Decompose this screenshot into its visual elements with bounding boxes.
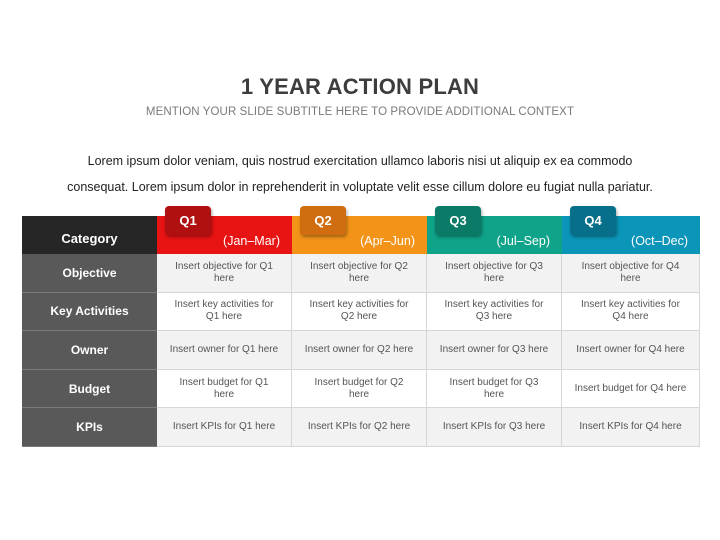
quarter-tab-q3: Q3 bbox=[435, 206, 481, 235]
table-cell: Insert key activities for Q3 here bbox=[427, 293, 562, 332]
quarter-range-q4: (Oct–Dec) bbox=[631, 234, 688, 248]
quarter-tab-q1: Q1 bbox=[165, 206, 211, 235]
table-cell: Insert KPIs for Q4 here bbox=[562, 408, 700, 447]
row-label: Key Activities bbox=[22, 293, 157, 332]
table-cell: Insert owner for Q3 here bbox=[427, 331, 562, 370]
quarter-tab-q2: Q2 bbox=[300, 206, 346, 235]
table-cell: Insert budget for Q4 here bbox=[562, 370, 700, 409]
body-line-1: Lorem ipsum dolor veniam, quis nostrud exercitation ullamco laboris nisi ut aliquip ex ea commodo bbox=[87, 154, 633, 168]
quarter-header-q3 bbox=[427, 213, 562, 254]
quarter-range-q2: (Apr–Jun) bbox=[360, 234, 415, 248]
quarter-header-q2 bbox=[292, 213, 427, 254]
row-label: KPIs bbox=[22, 408, 157, 447]
table-row bbox=[22, 331, 700, 370]
table-row bbox=[22, 408, 700, 447]
table-cell: Insert key activities for Q4 here bbox=[562, 293, 700, 332]
quarter-header-q4 bbox=[562, 213, 700, 254]
table-cell: Insert KPIs for Q1 here bbox=[157, 408, 292, 447]
table-cell: Insert key activities for Q1 here bbox=[157, 293, 292, 332]
table-cell: Insert objective for Q4 here bbox=[562, 254, 700, 293]
table-cell: Insert key activities for Q2 here bbox=[292, 293, 427, 332]
table-row bbox=[22, 293, 700, 332]
table-cell: Insert KPIs for Q3 here bbox=[427, 408, 562, 447]
table-cell: Insert objective for Q2 here bbox=[292, 254, 427, 293]
quarter-range-q3: (Jul–Sep) bbox=[496, 234, 550, 248]
quarter-header-q1 bbox=[157, 213, 292, 254]
body-line-2: consequat. Lorem ipsum dolor in reprehenderit in voluptate velit esse cillum dolore eu fugiat nulla pariatur. bbox=[67, 180, 653, 194]
table-cell: Insert budget for Q3 here bbox=[427, 370, 562, 409]
table-cell: Insert budget for Q1 here bbox=[157, 370, 292, 409]
row-label: Owner bbox=[22, 331, 157, 370]
table-cell: Insert budget for Q2 here bbox=[292, 370, 427, 409]
slide-title: 1 YEAR ACTION PLAN bbox=[240, 74, 480, 99]
table-cell: Insert owner for Q2 here bbox=[292, 331, 427, 370]
table-cell: Insert owner for Q1 here bbox=[157, 331, 292, 370]
category-header: Category bbox=[22, 216, 157, 254]
quarter-tab-q4: Q4 bbox=[570, 206, 616, 235]
table-cell: Insert objective for Q3 here bbox=[427, 254, 562, 293]
table-cell: Insert owner for Q4 here bbox=[562, 331, 700, 370]
row-label: Objective bbox=[22, 254, 157, 293]
body-paragraph bbox=[30, 148, 690, 200]
table-row bbox=[22, 254, 700, 293]
quarter-range-q1: (Jan–Mar) bbox=[223, 234, 280, 248]
row-label: Budget bbox=[22, 370, 157, 409]
table-cell: Insert objective for Q1 here bbox=[157, 254, 292, 293]
table-cell: Insert KPIs for Q2 here bbox=[292, 408, 427, 447]
action-plan-table bbox=[22, 213, 700, 447]
slide-subtitle: MENTION YOUR SLIDE SUBTITLE HERE TO PROVIDE ADDITIONAL CONTEXT bbox=[145, 106, 575, 118]
table-row bbox=[22, 370, 700, 409]
table-header-row bbox=[22, 213, 700, 254]
